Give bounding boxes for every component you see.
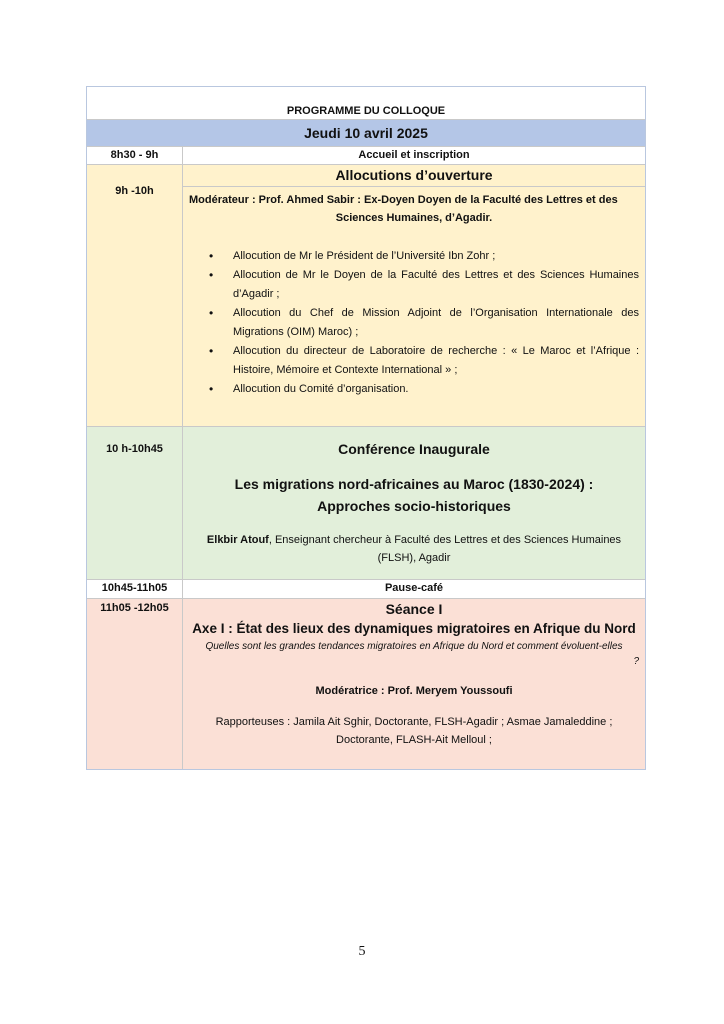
accueil-label: Accueil et inscription — [358, 149, 470, 161]
moderator-line-2: Sciences Humaines, d’Agadir. — [335, 212, 493, 224]
seance-question-end: ? — [633, 656, 639, 667]
program-title — [87, 87, 645, 119]
time-conference: 10 h-10h45 — [87, 427, 183, 579]
seance-moderatrice: Modératrice : Prof. Meryem Youssoufi — [315, 685, 513, 697]
date-header — [87, 119, 645, 146]
list-item: • Allocution du directeur de Laboratoire de recherche : « Le Maroc et l’Afrique : Histoire, Mémoire et Contexte International » ; — [233, 342, 639, 380]
seance-title: Séance I — [385, 601, 443, 617]
page-number: 5 — [358, 944, 366, 959]
time-ouverture: 9h -10h — [87, 165, 183, 426]
row-conference — [87, 426, 645, 579]
allocutions-list — [183, 247, 645, 399]
pause-label: Pause-café — [384, 582, 444, 594]
date-text: Jeudi 10 avril 2025 — [304, 125, 428, 141]
list-item: • Allocution du Comité d’organisation. — [233, 380, 639, 399]
seance-content — [183, 599, 645, 769]
program-table — [86, 86, 646, 770]
seance-question: Quelles sont les grandes tendances migratoires en Afrique du Nord et comment évoluent-elles — [205, 641, 623, 652]
conference-title: Conférence Inaugurale — [338, 441, 490, 457]
conference-content — [183, 427, 645, 579]
row-pause — [87, 579, 645, 598]
row-ouverture — [87, 164, 645, 426]
row-accueil — [87, 146, 645, 164]
ouverture-content — [183, 165, 645, 426]
time-pause: 10h45-11h05 — [87, 580, 183, 598]
ouverture-moderator — [183, 187, 645, 227]
list-item: • Allocution du Chef de Mission Adjoint de l’Organisation Internationale des Migrations (OIM) Maroc) ; — [233, 304, 639, 342]
seance-rapporteuses: Rapporteuses : Jamila Ait Sghir, Doctorante, FLSH-Agadir ; Asmae Jamaleddine ; Doctorante, FLASH-Ait Melloul ; — [215, 716, 613, 746]
ouverture-title: Allocutions d’ouverture — [183, 165, 645, 187]
moderator-line-1: Modérateur : Prof. Ahmed Sabir : Ex-Doyen Doyen de la Faculté des Lettres et des — [189, 194, 618, 206]
speaker-name: Elkbir Atouf — [206, 534, 269, 546]
conference-subtitle: Les migrations nord-africaines au Maroc (1830-2024) : Approches socio-historiques — [234, 476, 594, 514]
program-title-text: PROGRAMME DU COLLOQUE — [286, 105, 446, 117]
conference-speaker — [183, 531, 645, 567]
list-item: • Allocution de Mr le Doyen de la Faculté des Lettres et des Sciences Humaines d’Agadir ; — [233, 266, 639, 304]
seance-axe: Axe I : État des lieux des dynamiques migratoires en Afrique du Nord — [192, 621, 636, 636]
speaker-description: , Enseignant chercheur à Faculté des Lettres et des Sciences Humaines (FLSH), Agadir — [268, 534, 622, 564]
time-accueil: 8h30 - 9h — [87, 147, 183, 164]
time-seance: 11h05 -12h05 — [87, 599, 183, 769]
row-seance — [87, 598, 645, 769]
list-item: • Allocution de Mr le Président de l’Université Ibn Zohr ; — [233, 247, 639, 266]
